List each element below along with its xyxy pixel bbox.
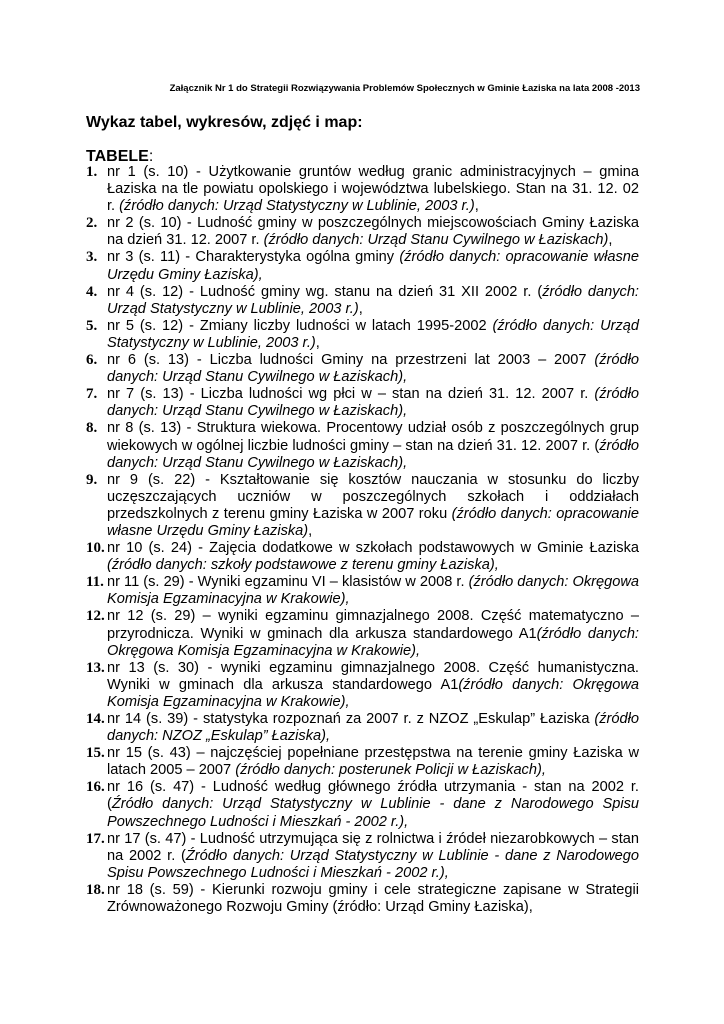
list-item-number: 13. (86, 659, 105, 676)
list-item (86, 882, 639, 916)
list-item (86, 284, 639, 318)
list-item-text: nr 15 (s. 43) – najczęściej popełniane przestępstwa na terenie gminy Łaziska w latach 2005 – 2007 (107, 745, 639, 779)
list-item-source: (źródło danych: Urząd Statystyczny w Lublinie, 2003 r.) (119, 198, 475, 215)
list-item-tail: , (315, 334, 320, 351)
list-item (86, 831, 639, 882)
list-item-text: nr 5 (s. 12) - Zmiany liczby ludności w latach 1995-2002 (107, 317, 493, 334)
list-item-number: 18. (86, 881, 105, 898)
list-item (86, 249, 639, 283)
list-item-text: nr 16 (s. 47) - Ludność według głównego źródła utrzymania - stan na 2002 r. ( (107, 779, 639, 813)
list-item-source: (źródło danych: Okręgowa Komisja Egzaminacyjna w Krakowie), (107, 625, 639, 659)
list-item (86, 352, 639, 386)
page-header: Załącznik Nr 1 do Strategii Rozwiązywania Problemów Społecznych w Gminie Łaziska na lata 2008 -2013 (169, 83, 640, 94)
list-item (86, 745, 639, 779)
list-item-number: 12. (86, 608, 105, 625)
list-item-text: nr 17 (s. 47) - Ludność utrzymująca się z rolnictwa i źródeł niezarobkowych – stan na 2002 r. ( (107, 830, 639, 864)
list-item-number: 2. (86, 215, 98, 232)
list-item-number: 16. (86, 779, 105, 796)
list-item (86, 608, 639, 659)
list-item (86, 660, 639, 711)
section-suffix: : (148, 148, 154, 165)
list-item-source: (źródło danych: NZOZ „Eskulap” Łaziska), (107, 711, 639, 745)
list-item-text: nr 10 (s. 24) - Zajęcia dodatkowe w szkołach podstawowych w Gminie Łaziska (107, 540, 639, 557)
list-item (86, 318, 639, 352)
list-item (86, 386, 639, 420)
list-item-tail: , (308, 522, 313, 539)
list-item-number: 10. (86, 540, 105, 557)
list-item-source: (źródło danych: Urząd Stanu Cywilnego w Łaziskach), (107, 352, 639, 386)
list-item (86, 711, 639, 745)
list-item-text: nr 2 (s. 10) - Ludność gminy w poszczególnych miejscowościach Gminy Łaziska na dzień 31. 12. 2007 r. (107, 215, 639, 249)
list-item (86, 540, 639, 574)
list-item-number: 8. (86, 420, 98, 437)
list-item-source: Źródło danych: Urząd Statystyczny w Lublinie - dane z Narodowego Spisu Powszechnego Ludności i Mieszkań - 2002 r.), (107, 796, 639, 830)
list-item (86, 215, 639, 249)
list-item-number: 5. (86, 317, 98, 334)
list-item-source: (źródło danych: Urząd Statystyczny w Lublinie, 2003 r.) (107, 317, 640, 351)
page-title: Wykaz tabel, wykresów, zdjęć i map: (86, 114, 363, 131)
list-item-source: źródło danych: Urząd Statystyczny w Lublinie, 2003 r.) (107, 283, 639, 317)
list-item-source: (źródło danych: Okręgowa Komisja Egzaminacyjna w Krakowie), (107, 574, 639, 608)
list-item-number: 3. (86, 249, 98, 266)
list-item-source: (źródło danych: opracowanie własne Urzędu Gminy Łaziska) (107, 505, 639, 539)
list-item-source: (źródło danych: opracowanie własne Urzędu Gminy Łaziska), (107, 249, 639, 283)
list-item-text: nr 14 (s. 39) - statystyka rozpoznań za 2007 r. z NZOZ „Eskulap” Łaziska (107, 711, 595, 727)
list-item-tail: , (608, 232, 613, 249)
list-item-source: Źródło danych: Urząd Statystyczny w Lublinie - dane z Narodowego Spisu Powszechnego Ludności i Mieszkań - 2002 r.), (107, 847, 639, 881)
list-item-source: (źródło danych: Urząd Stanu Cywilnego w Łaziskach) (263, 232, 609, 249)
list-item (86, 472, 639, 540)
list-item-text: nr 8 (s. 13) - Struktura wiekowa. Procentowy udział osób z poszczególnych grup wiekowych w ogólnej liczbie ludności gminy – stan na dzień 31. 12. 2007 r. ( (107, 420, 639, 454)
list-item (86, 420, 639, 471)
list-item-text: nr 11 (s. 29) - Wyniki egzaminu VI – klasistów w 2008 r. (107, 574, 469, 591)
list-item-source: (źródło danych: Okręgowa Komisja Egzaminacyjna w Krakowie), (107, 676, 639, 710)
list-item-source: (źródło danych: posterunek Policji w Łaziskach), (235, 762, 546, 779)
list-item-number: 9. (86, 471, 98, 488)
list-item (86, 574, 639, 608)
list-item-number: 6. (86, 352, 98, 369)
list-item-text: nr 6 (s. 13) - Liczba ludności Gminy na przestrzeni lat 2003 – 2007 (107, 352, 595, 369)
list-item-tail: , (474, 198, 479, 215)
list-item (86, 164, 639, 215)
list-item-text: nr 3 (s. 11) - Charakterystyka ogólna gminy (107, 249, 400, 266)
list-item-number: 15. (86, 745, 105, 762)
list-item-text: nr 7 (s. 13) - Liczba ludności wg płci w – stan na dzień 31. 12. 2007 r. (107, 386, 595, 403)
list-item-number: 1. (86, 164, 98, 180)
list-item-text: nr 4 (s. 12) - Ludność gminy wg. stanu na dzień 31 XII 2002 r. ( (107, 283, 543, 300)
list-item-text: nr 9 (s. 22) - Kształtowanie się kosztów nauczania w stosunku do liczby uczęszczających uczniów w poszczególnych szkołach i oddziałach przedszkolnych z terenu gminy Łaziska w 2007 roku (107, 471, 639, 522)
tables-list (86, 164, 639, 916)
list-item-number: 4. (86, 283, 98, 300)
list-item-source: (źródło danych: szkoły podstawowe z terenu gminy Łaziska), (107, 557, 499, 574)
list-item (86, 779, 639, 830)
list-item-number: 7. (86, 386, 98, 403)
list-item-text: nr 1 (s. 10) - Użytkowanie gruntów według granic administracyjnych – gmina Łaziska na tle powiatu opolskiego i województwa lubelskiego. Stan na 31. 12. 02 r. (107, 164, 639, 215)
list-item-text: nr 13 (s. 30) - wyniki egzaminu gimnazjalnego 2008. Część humanistyczna. Wyniki w gminach dla arkusza standardowego A1 (107, 659, 639, 693)
list-item-number: 11. (86, 574, 104, 591)
list-item-source: źródło danych: Urząd Stanu Cywilnego w Łaziskach), (107, 437, 639, 471)
list-item-text: nr 18 (s. 59) - Kierunki rozwoju gminy i cele strategiczne zapisane w Strategii Zrównoważonego Rozwoju Gminy (źródło: Urząd Gminy Łaziska), (107, 881, 639, 916)
list-item-number: 17. (86, 830, 105, 847)
section-label: TABELE (86, 148, 149, 165)
list-item-tail: , (358, 300, 363, 317)
list-item-source: (źródło danych: Urząd Stanu Cywilnego w Łaziskach), (107, 386, 639, 420)
list-item-text: nr 12 (s. 29) – wyniki egzaminu gimnazjalnego 2008. Część matematyczno – przyrodnicza. Wyniki w gminach dla arkusza standardowego A1 (107, 608, 639, 642)
list-item-number: 14. (86, 711, 105, 727)
